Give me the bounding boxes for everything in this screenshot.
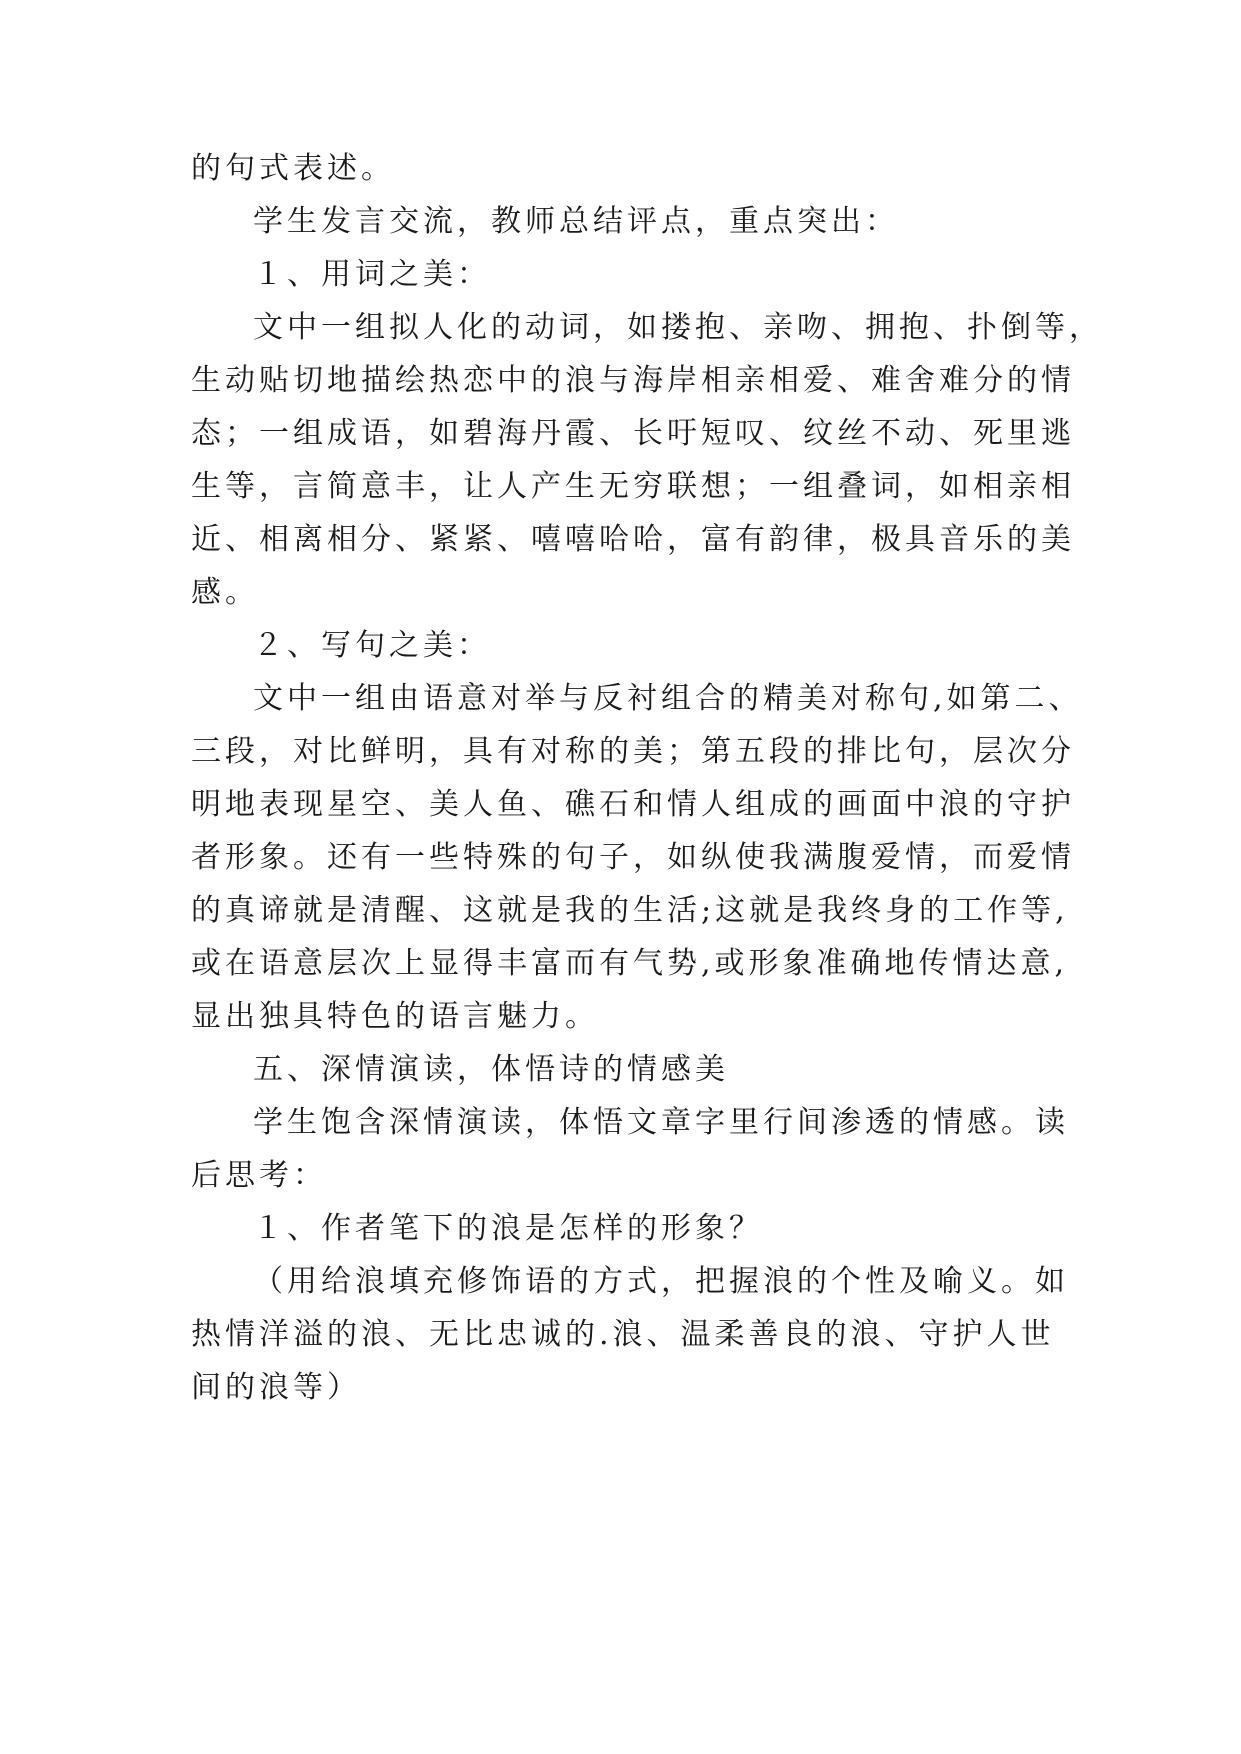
text-line: 显出独具特色的语言魅力。 [191,999,599,1034]
document-body [191,142,1103,1414]
list-item-heading: １、用词之美： [253,257,491,292]
text-line: 者形象。还有一些特殊的句子，如纵使我满腹爱情，而爱情 [191,840,1075,875]
text-line: 学生饱含深情演读，体悟文章字里行间渗透的情感。读 [253,1105,1069,1140]
text-line: 热情洋溢的浪、无比忠诚的.浪、温柔善良的浪、守护人世 [191,1317,1055,1352]
text-line: （用给浪填充修饰语的方式，把握浪的个性及喻义。如 [253,1264,1069,1299]
text-line: 学生发言交流，教师总结评点，重点突出： [253,204,899,239]
text-line: 生动贴切地描绘热恋中的浪与海岸相亲相爱、难舍难分的情 [191,363,1075,398]
text-line: 近、相离相分、紧紧、嘻嘻哈哈，富有韵律，极具音乐的美 [191,522,1075,557]
text-line: 生等，言简意丰，让人产生无穷联想；一组叠词，如相亲相 [191,469,1075,504]
section-heading: 五、深情演读，体悟诗的情感美 [253,1052,729,1087]
text-line: 间的浪等） [191,1370,361,1405]
text-line: 明地表现星空、美人鱼、礁石和情人组成的画面中浪的守护 [191,787,1075,822]
text-line: 的句式表述。 [191,151,395,186]
list-item-heading: １、作者笔下的浪是怎样的形象？ [253,1211,763,1246]
text-line: 感。 [191,575,259,610]
text-line: 的真谛就是清醒、这就是我的生活;这就是我终身的工作等, [191,893,1069,928]
text-line: 后思考： [191,1158,327,1193]
text-line: 态；一组成语，如碧海丹霞、长吁短叹、纹丝不动、死里逃 [191,416,1075,451]
list-item-heading: ２、写句之美： [253,628,491,663]
text-line: 文中一组由语意对举与反衬组合的精美对称句,如第二、 [253,681,1083,716]
text-line: 文中一组拟人化的动词，如搂抱、亲吻、拥抱、扑倒等， [253,310,1103,345]
text-line: 或在语意层次上显得丰富而有气势,或形象准确地传情达意, [191,946,1069,981]
text-line: 三段，对比鲜明，具有对称的美；第五段的排比句，层次分 [191,734,1075,769]
